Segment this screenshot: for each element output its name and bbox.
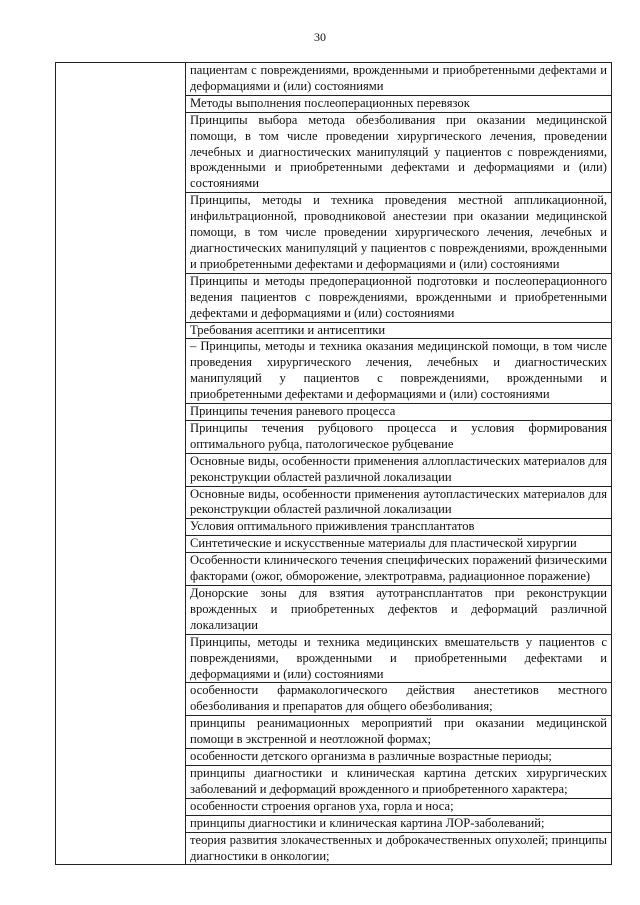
table-cell-text: принципы диагностики и клиническая картина детских хирургических заболеваний и деформаций врожденного и приобретенного характера; [190, 765, 607, 796]
table-cell-text: Принципы, методы и техника медицинских вмешательств у пациентов с повреждениями, врожденными и приобретенными дефектами и деформациями и (или) состояниями [190, 634, 607, 681]
table-cell-text: Методы выполнения послеоперационных перевязок [190, 95, 470, 110]
table-row [186, 833, 611, 865]
table-cell-text: принципы реанимационных мероприятий при оказании медицинской помощи в экстренной и неотложной формах; [190, 716, 607, 747]
table-cell-text: Особенности клинического течения специфических поражений физическими факторами (ожог, обморожение, электротравма, радиационное поражение) [190, 553, 607, 584]
table-row [186, 749, 611, 766]
table-row [186, 339, 611, 404]
table-row [186, 683, 611, 716]
table-row [186, 816, 611, 833]
table-row [186, 274, 611, 323]
table-row [186, 454, 611, 487]
table-row [186, 635, 611, 684]
table-row [186, 799, 611, 816]
table-cell-text: Принципы выбора метода обезболивания при оказании медицинской помощи, в том числе проведении хирургического лечения, проведении лечебных и диагностических манипуляций у пациентов с повреждениями, врожденными и приобретенными дефектами и деформациями и (или) состояниями [190, 112, 607, 191]
table-row [186, 766, 611, 799]
table-cell-text: Принципы и методы предоперационной подготовки и послеоперационного ведения пациентов с повреждениями, врожденными и приобретенными дефектами и деформациями и (или) состояниями [190, 273, 607, 320]
table-cell-text: Требования асептики и антисептики [190, 322, 386, 337]
requirements-table [55, 62, 612, 865]
table-row [186, 323, 611, 340]
table-row [186, 63, 611, 96]
table-row [186, 519, 611, 536]
table-cell-text: теория развития злокачественных и доброкачественных опухолей; принципы диагностики в онкологии; [190, 832, 607, 863]
table-row [186, 193, 611, 274]
table-row [186, 113, 611, 194]
table-cell-text: Основные виды, особенности применения аутопластических материалов для реконструкции областей различной локализации [190, 486, 607, 517]
table-cell-text: Принципы, методы и техника проведения местной аппликационной, инфильтрационной, проводниковой анестезии при оказании медицинской помощи, в том числе проведении хирургического лечения, лечебных и диагностических манипуляций у пациентов с повреждениями, врожденными и приобретенными дефектами и деформациями и (или) состояниями [190, 193, 607, 271]
table-cell-text: Условия оптимального приживления трансплантатов [190, 519, 475, 534]
table-row [186, 96, 611, 113]
table-right-column [186, 63, 611, 864]
table-row [186, 553, 611, 586]
table-cell-text: Основные виды, особенности применения аллопластических материалов для реконструкции областей различной локализации [190, 453, 607, 484]
table-cell-text: Синтетические и искусственные материалы для пластической хирургии [190, 536, 577, 551]
table-row [186, 716, 611, 749]
table-left-column [56, 63, 186, 864]
table-row [186, 536, 611, 553]
page-number: 30 [314, 30, 326, 44]
table-cell-text: особенности детского организма в различные возрастные периоды; [190, 749, 552, 764]
table-cell-text: – Принципы, методы и техника оказания медицинской помощи, в том числе проведения хирургического лечения, лечебных и диагностических манипуляций у пациентов с повреждениями, врожденными и приобретенными дефектами и деформациями и (или) состояниями [190, 339, 607, 402]
table-row [186, 487, 611, 520]
table-cell-text: пациентам с повреждениями, врожденными и приобретенными дефектами и деформациями и (или) состояниями [190, 63, 607, 93]
table-cell-text: особенности фармакологического действия анестетиков местного обезболивания и препаратов для общего обезболивания; [190, 683, 607, 714]
table-cell-text: принципы диагностики и клиническая картина ЛОР-заболеваний; [190, 815, 545, 830]
table-cell-text: Донорские зоны для взятия аутотрансплантатов при реконструкции врожденных и приобретенных дефектов и деформаций различной локализации [190, 586, 607, 632]
table-row [186, 586, 611, 635]
table-row [186, 404, 611, 421]
table-cell-text: Принципы течения рубцового процесса и условия формирования оптимального рубца, патологическое рубцевание [190, 420, 607, 451]
table-row [186, 421, 611, 454]
table-cell-text: особенности строения органов уха, горла и носа; [190, 798, 454, 813]
table-cell-text: Принципы течения раневого процесса [190, 404, 396, 419]
